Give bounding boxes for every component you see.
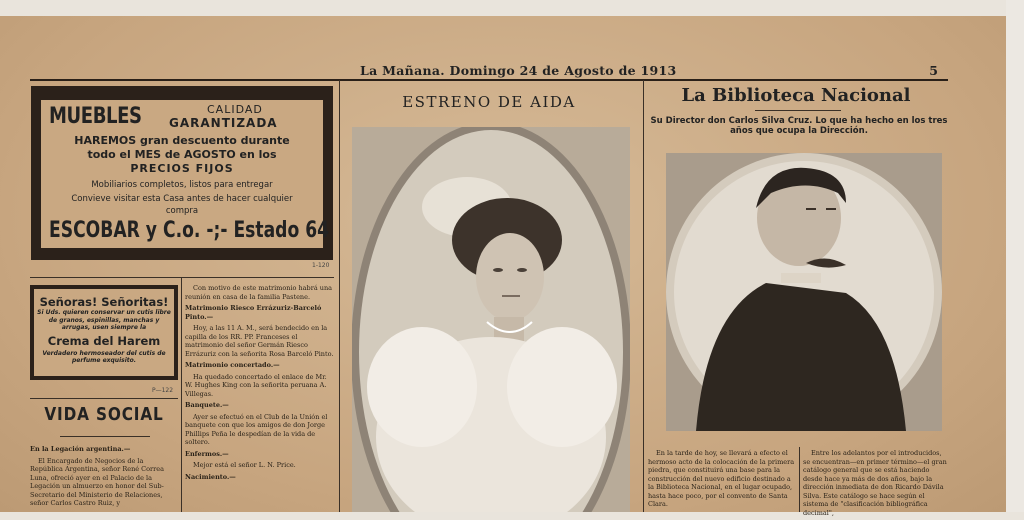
page-number: 5 [929, 63, 938, 78]
section-rule [30, 277, 334, 278]
portrait-photo-man [666, 153, 942, 431]
ad-line: Convieve visitar esta Casa antes de hacer cualquier [71, 194, 293, 204]
subheading: Matrimonio concertado.— [185, 361, 280, 369]
ad-line: todo el MES de AGOSTO en los [87, 148, 277, 161]
newspaper-title: La Mañana. Domingo 24 de Agosto de 1913 [360, 63, 677, 78]
column-rule [799, 447, 800, 512]
column-rule [339, 80, 340, 512]
article-column [648, 449, 796, 512]
title-rule [755, 110, 841, 111]
page-header [30, 61, 948, 81]
ad-line: HAREMOS gran descuento durante [74, 134, 290, 147]
paragraph: Ha quedado concertado el enlace de Mr. W. Hughes King con la señorita peruana A. Villegas. [185, 372, 327, 398]
ad-heading: MUEBLES [49, 104, 142, 129]
portrait-photo-woman [352, 127, 630, 512]
subheading: Banquete.— [185, 401, 229, 409]
ad-line: compra [165, 206, 199, 216]
subheading: Nacimiento.— [185, 472, 236, 481]
paragraph: En la tarde de hoy, se llevará a efecto el hermoso acto de la colocación de la primera piedra, que constituirá una base para la construcción del nuevo edificio destinado a la Biblioteca Nacional, en el lugar ocupado, hasta hace poco, por el convento de Santa Clara. [648, 449, 795, 508]
social-text [30, 445, 178, 511]
article-title: La Biblioteca Nacional [681, 85, 911, 106]
ad-text: Si Uds. quieren conservar un cutis libre de granos, espinillas, manchas y arrugas, usen siempre la [37, 309, 171, 331]
subheading: Matrimonio Riesco Errázuriz-Barceló Pinto.— [185, 304, 322, 321]
furniture-advertisement [31, 86, 333, 260]
paragraph: Entre los adelantos por el introducidos, se encuentran—en primer término—el gran catálogo general que se está haciendo desde hace ya más de dos años, bajo la dirección inmediata de don Ricardo Dávila Silva. Este catálogo se hace según el sistema de "clasificación bibliográfica decimal", [803, 449, 947, 517]
subheading: Enfermos.— [185, 449, 229, 458]
subheading: En la Legación argentina.— [30, 445, 131, 453]
ad-line: PRECIOS FIJOS [130, 162, 234, 175]
article-subtitle: Su Director don Carlos Silva Cruz. Lo que ha hecho en los tres años que ocupa la Dirección. [650, 116, 948, 136]
section-rule [30, 398, 178, 399]
article-column [803, 449, 949, 520]
article-title: ESTRENO DE AIDA [402, 93, 576, 111]
social-column [185, 284, 334, 484]
section-rule [60, 436, 150, 437]
column-rule [181, 278, 182, 512]
paragraph: Ayer se efectuó en el Club de la Unión el banquete con que los amigos de don Jorge Phillips Peña le despedían de la vida de soltero. [185, 412, 328, 446]
column-rule [643, 80, 644, 512]
social-section [30, 404, 178, 425]
ad-quality: CALIDAD [207, 103, 263, 116]
ad-footer: ESCOBAR y C.o. -;- Estado 64 [49, 218, 330, 243]
page-edge [1006, 0, 1024, 512]
section-heading: VIDA SOCIAL [44, 404, 164, 425]
cream-advertisement [30, 285, 178, 380]
ad-reference: 1-120 [312, 262, 330, 269]
paragraph: Hoy, a las 11 A. M., será bendecido en la capilla de los RR. PP. Franceses el matrimonio del señor Germán Riesco Errázuriz con la señorita Rosa Barceló Pinto. [185, 324, 334, 358]
paragraph: Con motivo de este matrimonio habrá una reunión en casa de la familia Pastene. [185, 284, 333, 301]
ad-text: Verdadero hermoseador del cutis de perfume exquisito. [42, 349, 166, 364]
paragraph: Mejor está el señor L. N. Price. [193, 461, 296, 469]
ad-heading: Señoras! Señoritas! [39, 295, 169, 309]
ad-reference: P—122 [152, 387, 174, 394]
ad-guarantee: GARANTIZADA [169, 116, 278, 130]
paragraph: El Encargado de Negocios de la República Argentina, señor René Correa Luna, ofreció ayer en el Palacio de la Legación un almuerzo en honor del Sub-Secretario del Ministerio de Relaciones, señor Carlos Castro Ruiz, y [30, 456, 164, 507]
ad-product: Crema del Harem [47, 333, 161, 348]
ad-line: Mobiliarios completos, listos para entregar [91, 180, 273, 190]
